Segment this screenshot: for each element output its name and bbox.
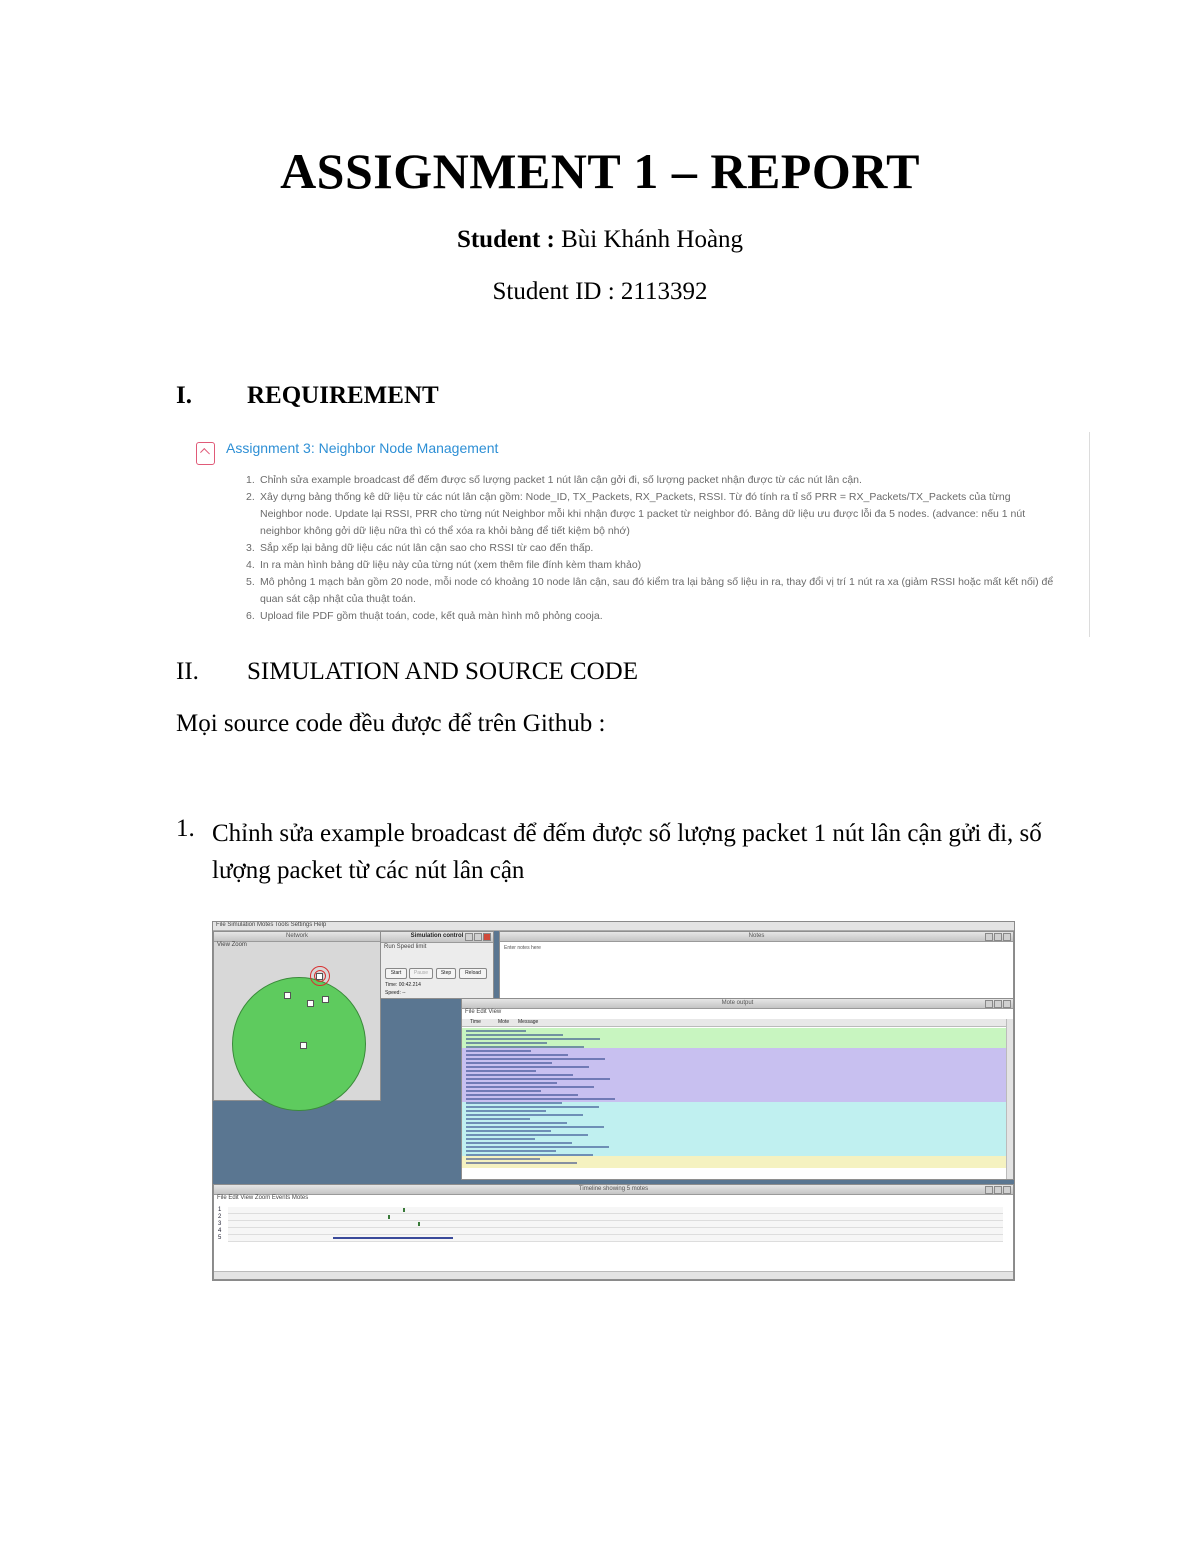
mote-node[interactable] bbox=[322, 996, 329, 1003]
sim-control-titlebar[interactable] bbox=[381, 932, 493, 943]
section-1-title: REQUIREMENT bbox=[247, 382, 439, 409]
document-icon bbox=[196, 442, 215, 465]
student-id-line: Student ID : 2113392 bbox=[492, 278, 708, 305]
simulation-control-window bbox=[380, 931, 494, 999]
requirement-item-number: 5. bbox=[246, 576, 255, 588]
item-1-number: 1. bbox=[176, 815, 195, 842]
notes-titlebar[interactable] bbox=[500, 932, 1013, 942]
requirement-item bbox=[246, 574, 1056, 608]
mote-output-menu[interactable]: File Edit View bbox=[465, 1009, 502, 1015]
cooja-screenshot bbox=[212, 921, 1015, 1281]
requirement-item-text: Mô phỏng 1 mạch bản gồm 20 node, mỗi node có khoảng 10 node lân cận, sau đó kiểm tra lại bảng số liệu in ra, thay đổi vị trí 1 nút ra xa (giảm RSSI hoặc mất kết nối) để quan sát cập nhật của thuật toán. bbox=[260, 576, 1054, 605]
requirement-item-number: 6. bbox=[246, 610, 255, 622]
sim-speed-menu[interactable]: Run Speed limit bbox=[384, 944, 427, 950]
mote-output-window bbox=[461, 998, 1014, 1180]
student-name-line bbox=[0, 226, 1200, 254]
range-circle bbox=[232, 977, 366, 1111]
log-header bbox=[462, 1019, 1013, 1027]
col-message[interactable]: Message bbox=[518, 1019, 539, 1025]
requirement-item-text: In ra màn hình bảng dữ liệu này của từng nút (xem thêm file đính kèm tham khảo) bbox=[260, 559, 642, 571]
timeline-titlebar[interactable] bbox=[214, 1185, 1013, 1195]
section-2-number: II. bbox=[176, 658, 199, 685]
requirement-card bbox=[176, 432, 1090, 637]
reload-button[interactable]: Reload bbox=[459, 968, 487, 979]
mote-output-titlebar[interactable] bbox=[462, 999, 1013, 1009]
log-line bbox=[462, 1161, 1007, 1165]
sim-control-title: Simulation control bbox=[410, 933, 464, 939]
requirement-item-number: 3. bbox=[246, 542, 255, 554]
requirement-list bbox=[246, 472, 1056, 625]
timeline-scrollbar[interactable] bbox=[214, 1271, 1013, 1279]
timeline-menu[interactable]: File Edit View Zoom Events Motes bbox=[217, 1195, 309, 1201]
main-menubar[interactable]: File Simulation Motes Tools Settings Help bbox=[213, 922, 1014, 931]
start-button[interactable]: Start bbox=[385, 968, 407, 979]
timeline-row bbox=[228, 1228, 1003, 1235]
timeline-mote-label: 1 bbox=[218, 1207, 222, 1213]
timeline-mote-label: 3 bbox=[218, 1221, 222, 1227]
timeline-row bbox=[228, 1221, 1003, 1228]
requirement-item bbox=[246, 489, 1056, 540]
notes-window bbox=[499, 931, 1014, 999]
sim-speed: Speed: -- bbox=[385, 990, 406, 996]
timeline-mote-label: 4 bbox=[218, 1228, 222, 1234]
timeline-row bbox=[228, 1207, 1003, 1214]
timeline-mote-label: 2 bbox=[218, 1214, 222, 1220]
network-title: Network bbox=[285, 933, 308, 939]
requirement-item bbox=[246, 540, 1056, 557]
requirement-item-number: 2. bbox=[246, 491, 255, 503]
mote-output-title: Mote output bbox=[721, 1000, 754, 1006]
requirement-item bbox=[246, 472, 1056, 489]
student-name: Bùi Khánh Hoàng bbox=[561, 226, 744, 253]
requirement-item-text: Chỉnh sửa example broadcast để đếm được số lượng packet 1 nút lân cận gởi đi, số lượng packet nhận được từ các nút lân cận. bbox=[260, 474, 862, 486]
source-code-line: Mọi source code đều được để trên Github : bbox=[176, 710, 606, 737]
pause-button[interactable]: Pause bbox=[409, 968, 433, 979]
requirement-item bbox=[246, 608, 1056, 625]
mote-node[interactable] bbox=[300, 1042, 307, 1049]
timeline-row bbox=[228, 1214, 1003, 1221]
notes-text[interactable]: Enter notes here bbox=[504, 945, 541, 951]
col-mote[interactable]: Mote bbox=[498, 1019, 510, 1025]
timeline-title: Timeline showing 5 motes bbox=[578, 1186, 649, 1192]
timeline-mote-label: 5 bbox=[218, 1235, 222, 1241]
requirement-card-title[interactable]: Assignment 3: Neighbor Node Management bbox=[226, 440, 499, 456]
student-label: Student : bbox=[456, 226, 555, 253]
card-edge bbox=[1089, 432, 1090, 637]
timeline-row bbox=[228, 1235, 1003, 1242]
mote-node[interactable] bbox=[307, 1000, 314, 1007]
report-title: ASSIGNMENT 1 – REPORT bbox=[280, 143, 920, 199]
requirement-item-text: Sắp xếp lại bảng dữ liệu các nút lân cận sao cho RSSI từ cao đến thấp. bbox=[260, 542, 594, 554]
step-button[interactable]: Step bbox=[436, 968, 456, 979]
sim-time: Time: 00:42.214 bbox=[385, 982, 421, 988]
requirement-item-text: Xây dựng bảng thống kê dữ liệu từ các nút lân cận gồm: Node_ID, TX_Packets, RX_Packets, RSSI. Từ đó tính ra tỉ số PRR = RX_Packets/TX_Packets của từng Neighbor node. Update lại RSSI, PRR cho từng nút Neighbor mỗi khi nhận được 1 packet từ neighbor đó. Bảng dữ liệu ưu được lỗi đa 5 nodes. (advance: nếu 1 nút neighbor không gởi dữ liệu nữa thì có thể xóa ra khỏi bảng để tiết kiệm bộ nhớ) bbox=[260, 491, 1026, 537]
timeline-window bbox=[213, 1184, 1014, 1280]
requirement-item-number: 4. bbox=[246, 559, 255, 571]
col-time[interactable]: Time bbox=[470, 1019, 481, 1025]
requirement-item-text: Upload file PDF gồm thuật toán, code, kết quả màn hình mô phỏng cooja. bbox=[260, 610, 603, 622]
mote-node[interactable] bbox=[284, 992, 291, 999]
section-2-title: SIMULATION AND SOURCE CODE bbox=[247, 658, 638, 685]
network-titlebar[interactable] bbox=[214, 932, 380, 942]
section-1-number: I. bbox=[176, 382, 192, 409]
network-menu[interactable]: View Zoom bbox=[217, 942, 247, 948]
requirement-item-number: 1. bbox=[246, 474, 255, 486]
network-window bbox=[213, 931, 381, 1101]
notes-title: Notes bbox=[748, 933, 765, 939]
mote-node[interactable] bbox=[316, 973, 323, 980]
item-1-text: Chỉnh sửa example broadcast để đếm được số lượng packet 1 nút lân cận gửi đi, số lượng packet từ các nút lân cận bbox=[212, 820, 1042, 884]
log-scrollbar[interactable] bbox=[1006, 1019, 1013, 1179]
requirement-item bbox=[246, 557, 1056, 574]
